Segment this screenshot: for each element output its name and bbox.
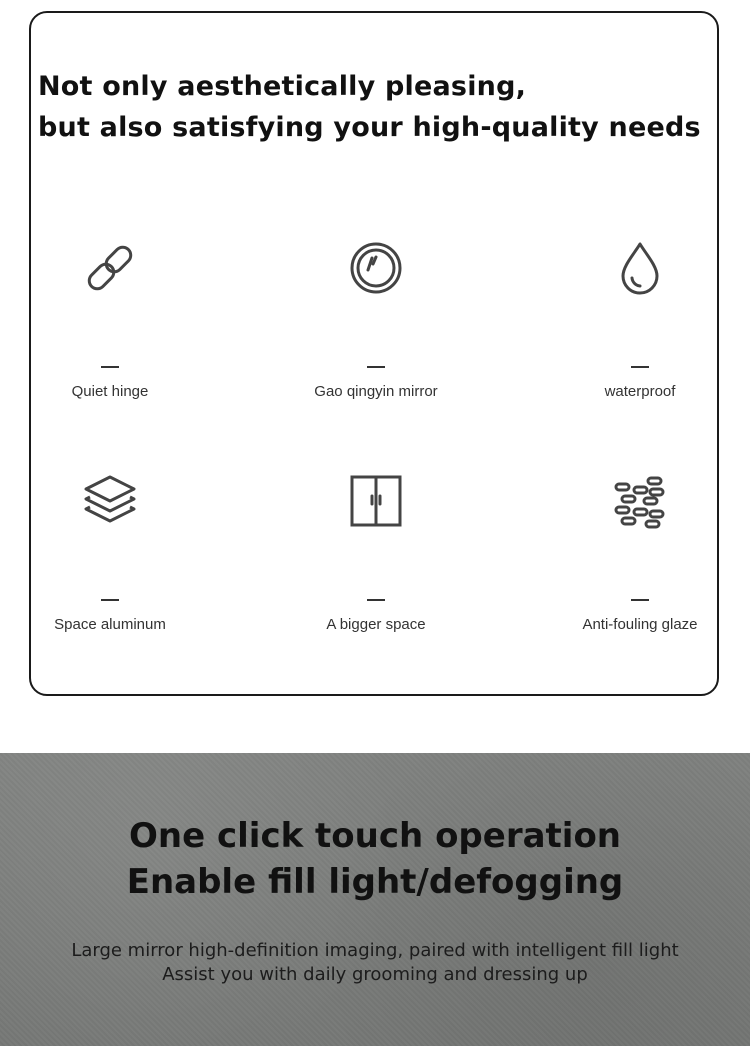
feature-dash [631,366,649,368]
feature-quiet-hinge [10,238,210,418]
feature-label: A bigger space [326,616,426,633]
feature-anti-fouling-glaze [540,471,740,651]
feature-dash [367,599,385,601]
water-drop-icon [610,238,670,298]
mirror-circle-icon [346,238,406,298]
feature-label: Space aluminum [54,616,166,633]
banner-title-line-2: Enable fill light/defogging [126,862,624,902]
feature-label: Gao qingyin mirror [314,383,438,400]
feature-bigger-space [276,471,476,651]
headline-line-2: but also satisfying your high-quality needs [38,112,701,143]
feature-label: waterproof [604,383,676,400]
feature-label: Anti-fouling glaze [582,616,698,633]
feature-dash [101,599,119,601]
banner-subtitle-line-1: Large mirror high-definition imaging, paired with intelligent fill light [71,940,679,961]
banner-subtitle-line-2: Assist you with daily grooming and dressing up [162,964,588,985]
feature-space-aluminum [10,471,210,651]
banner-title [0,813,750,905]
headline [38,66,701,148]
double-door-icon [346,471,406,531]
feature-dash [367,366,385,368]
feature-label: Quiet hinge [71,383,149,400]
feature-dash [631,599,649,601]
glaze-bricks-icon [610,471,670,531]
link-chain-icon [80,238,140,298]
feature-mirror [276,238,476,418]
headline-line-1: Not only aesthetically pleasing, [38,71,527,102]
feature-waterproof [540,238,740,418]
layers-icon [80,471,140,531]
feature-dash [101,366,119,368]
touch-operation-banner [0,753,750,1046]
banner-subtitle [0,939,750,987]
banner-title-line-1: One click touch operation [128,816,622,856]
